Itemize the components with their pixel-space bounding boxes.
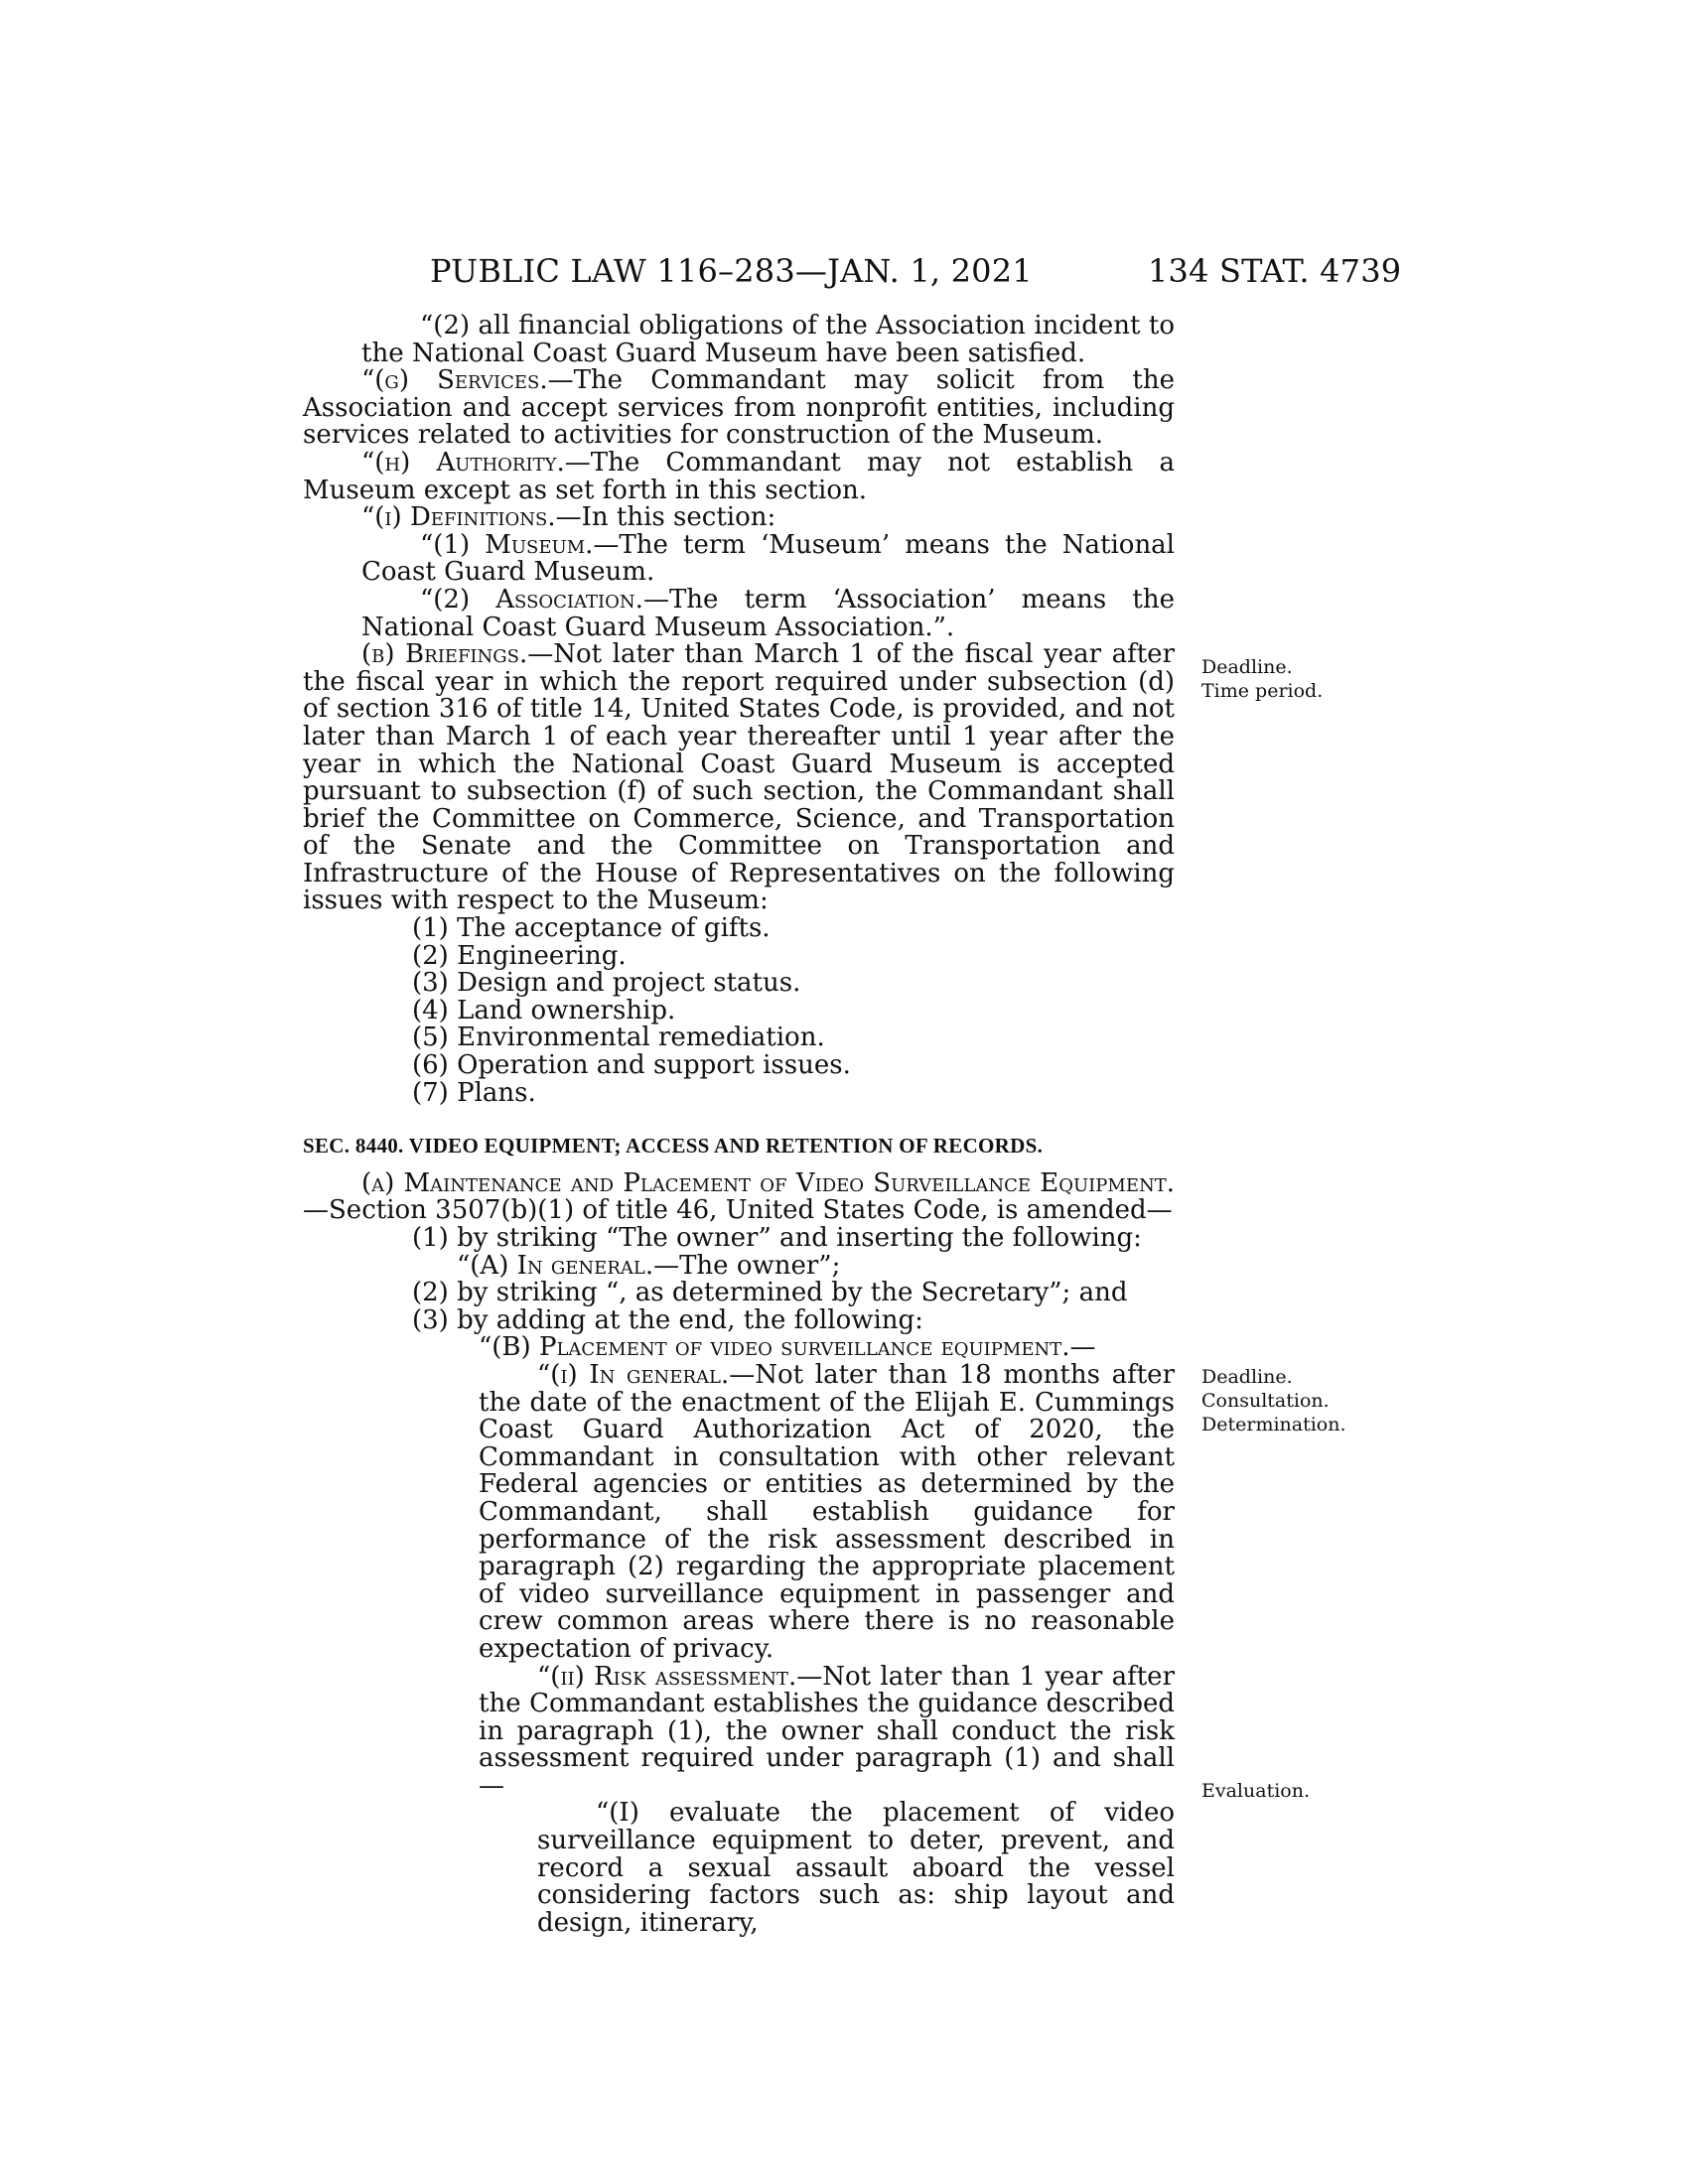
margin-note-line: Time period. — [1201, 680, 1324, 702]
definition-association-heading: “(2) Association. — [420, 584, 643, 614]
paragraph-B-heading: “(B) Placement of video surveillance equipment. — [479, 1332, 1070, 1363]
subsection-g-services — [303, 367, 1175, 450]
paragraph-B-placement — [303, 1334, 1175, 1362]
subsection-b-heading: (b) Briefings. — [361, 639, 528, 670]
margin-note-line: Deadline. — [1201, 656, 1293, 678]
subsection-g-text: —The Commandant may solicit from the Association and accept services from nonprofit entities, including services related to activities for construction of the Museum. — [303, 365, 1175, 451]
clause-i-in-general — [303, 1359, 1175, 1664]
margin-note-line: Determination. — [1201, 1414, 1346, 1435]
issue-item: (3) Design and project status. — [412, 968, 801, 999]
margin-note-line: Consultation. — [1201, 1390, 1330, 1412]
amendment-1-inserted-text — [303, 1250, 1175, 1281]
clause-i-text: —Not later than 18 months after the date of the enactment of the Elijah E. Cummings Coast Guard Authorization Act of 2020, the Commandant in consultation with other relevant Federal agencies or entities as determined by the Commandant, shall establish guidance for performance of the risk assessment described in paragraph (2) regarding the appropriate placement of video surveillance equipment in passenger and crew common areas where there is no reasonable expectation of privacy. — [479, 1359, 1175, 1664]
issue-item: (4) Land ownership. — [412, 995, 676, 1025]
main-text — [303, 313, 1175, 1937]
clause-ii-text: —Not later than 1 year after the Commandant establishes the guidance described in paragraph (1), the owner shall conduct the risk assessment required under paragraph (1) and shall— — [479, 1661, 1175, 1801]
subsection-a-maintenance — [303, 1167, 1175, 1226]
definition-museum — [303, 529, 1175, 588]
paragraph-B-text: — — [1069, 1332, 1096, 1363]
issue-item: (6) Operation and support issues. — [412, 1050, 851, 1081]
definition-museum-text: —The term ‘Museum’ means the National Coast Guard Museum. — [361, 529, 1175, 588]
margin-note-evaluation — [1201, 1779, 1310, 1803]
subsection-h-text: —The Commandant may not establish a Museum except as set forth in this section. — [303, 447, 1176, 505]
definition-museum-heading: “(1) Museum. — [420, 529, 594, 560]
margin-note-deadline-consultation — [1201, 1365, 1346, 1436]
subsection-i-text: —In this section: — [555, 502, 776, 533]
inserted-heading: “(A) In general. — [457, 1250, 654, 1281]
clause-ii-heading: “(ii) Risk assessment. — [537, 1661, 797, 1692]
running-header-title: PUBLIC LAW 116–283—JAN. 1, 2021 — [430, 252, 1033, 290]
definition-association-text: —The term ‘Association’ means the National Coast Guard Museum Association.”. — [361, 584, 1175, 642]
section-heading: SEC. 8440. VIDEO EQUIPMENT; ACCESS AND RETENTION OF RECORDS. — [303, 1134, 1044, 1159]
subsection-a-heading: (a) Maintenance and Placement of Video Surveillance Equipment. — [361, 1167, 1175, 1198]
issue-item: (7) Plans. — [412, 1077, 536, 1108]
amendment-2: (2) by striking “, as determined by the Secretary”; and — [412, 1278, 1128, 1308]
subsection-b-briefings — [303, 641, 1175, 915]
amendment-1: (1) by striking “The owner” and inserting the following: — [412, 1223, 1142, 1253]
issue-item: (2) Engineering. — [412, 940, 627, 971]
amendment-3: (3) by adding at the end, the following: — [412, 1304, 923, 1335]
page-stat-number: 134 STAT. 4739 — [1148, 252, 1402, 290]
subsection-h-heading: “(h) Authority. — [361, 447, 565, 478]
margin-note-line: Deadline. — [1201, 1366, 1293, 1388]
clause-i-heading: “(i) In general. — [537, 1359, 730, 1390]
issue-item: (5) Environmental remediation. — [412, 1023, 825, 1053]
subsection-i-heading: “(i) Definitions. — [361, 502, 556, 533]
margin-note-deadline-time-period — [1201, 655, 1323, 703]
subsection-g-heading: “(g) Services. — [361, 365, 548, 396]
inserted-text: —The owner”; — [653, 1250, 841, 1281]
definition-association — [303, 584, 1175, 642]
subsection-i-definitions — [303, 504, 1175, 532]
subsection-h-authority — [303, 447, 1176, 505]
clause-ii-risk-assessment — [303, 1661, 1175, 1801]
issue-item: (1) The acceptance of gifts. — [412, 913, 771, 944]
subsection-a-text: —Section 3507(b)(1) of title 46, United States Code, is amended— — [303, 1195, 1173, 1226]
subsection-b-text: —Not later than March 1 of the fiscal year after the fiscal year in which the report required under subsection (d) of section 316 of title 14, United States Code, is provided, and not later than March 1 of each year thereafter until 1 year after the year in which the National Coast Guard Museum is accepted pursuant to subsection (f) of such section, the Commandant shall brief the Committee on Commerce, Science, and Transportation of the Senate and the Committee on Transportation and Infrastructure of the House of Representatives on the following issues with respect to the Museum: — [303, 639, 1175, 916]
paragraph-2-financial: “(2) all financial obligations of the Association incident to the National Coast Guard Museum have been satisfied. — [361, 311, 1175, 368]
margin-note-line: Evaluation. — [1201, 1780, 1310, 1802]
subclause-I-evaluate: “(I) evaluate the placement of video surveillance equipment to deter, prevent, and record a sexual assault aboard the vessel considering factors such as: ship layout and design, itinerary, — [537, 1798, 1175, 1938]
